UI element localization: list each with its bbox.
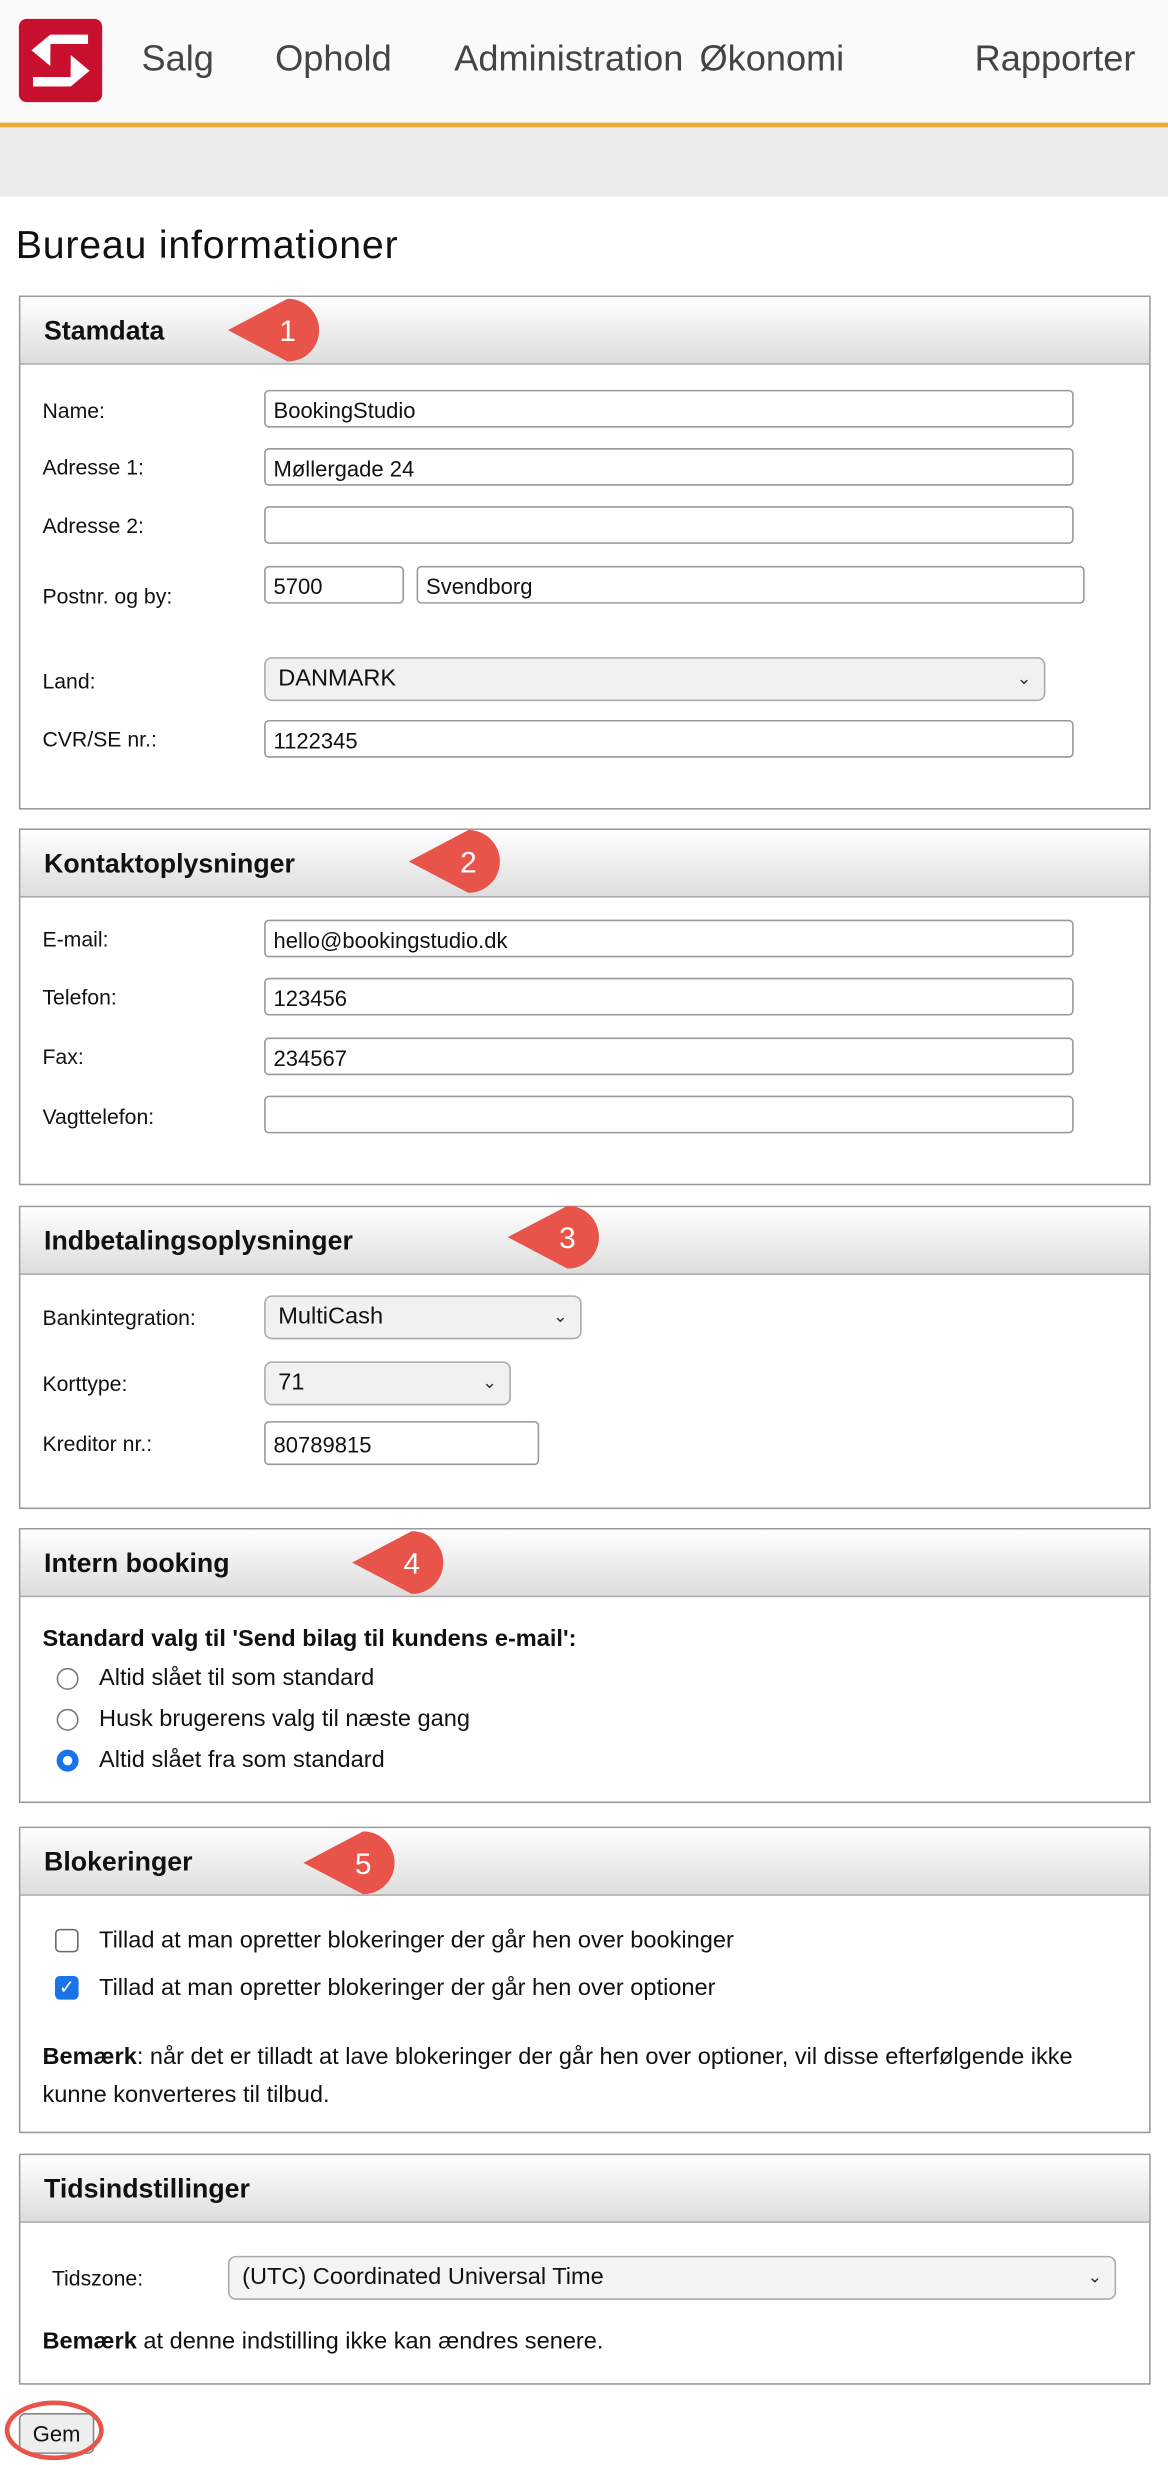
section-title: Tidsindstillinger: [44, 2174, 250, 2204]
korttype-label: Korttype:: [42, 1372, 128, 1396]
badge-number: 4: [403, 1547, 421, 1581]
adresse1-label: Adresse 1:: [42, 455, 144, 480]
chevron-down-icon: ⌄: [482, 1373, 497, 1393]
cvr-input[interactable]: 1122345: [264, 720, 1074, 758]
nav-administration[interactable]: Administration: [454, 37, 684, 79]
nav-ophold[interactable]: Ophold: [275, 37, 392, 79]
tidszone-value: (UTC) Coordinated Universal Time: [242, 2263, 604, 2291]
land-select[interactable]: [264, 657, 1045, 701]
top-nav: [0, 0, 1168, 127]
annotation-badge-2: [406, 830, 507, 893]
kreditor-label: Kreditor nr.:: [42, 1432, 153, 1456]
annotation-badge-4: [349, 1531, 450, 1594]
telefon-input[interactable]: 123456: [264, 978, 1074, 1016]
bank-value: MultiCash: [278, 1303, 384, 1330]
chevron-down-icon: ⌄: [553, 1307, 568, 1327]
sub-nav-bar: [0, 127, 1168, 196]
adresse2-input[interactable]: [264, 506, 1074, 544]
note-bold: Bemærk: [42, 2043, 137, 2071]
adresse2-label: Adresse 2:: [42, 514, 144, 538]
radio-label: Altid slået til som standard: [99, 1664, 375, 1692]
annotation-badge-3: [505, 1206, 606, 1269]
note-text: at denne indstilling ikke kan ændres senere.: [136, 2328, 604, 2355]
checkbox-label: Tillad at man opretter blokeringer der går hen over bookinger: [99, 1927, 734, 1954]
name-input[interactable]: BookingStudio: [264, 390, 1074, 428]
radio-label: Altid slået fra som standard: [99, 1746, 385, 1774]
tidszone-note: [42, 2328, 603, 2355]
note-text: : når det er tilladt at lave blokeringer der går hen over optioner, vil disse efterfølgende ikke kunne konverteres til tilbud.: [42, 2043, 1073, 2109]
bank-select[interactable]: [264, 1295, 582, 1339]
annotation-badge-1: [225, 299, 326, 362]
note-bold: Bemærk: [42, 2328, 137, 2355]
checkbox-bookinger[interactable]: [55, 1929, 79, 1953]
nav-salg[interactable]: Salg: [141, 37, 214, 79]
land-label: Land:: [42, 669, 96, 694]
fax-input[interactable]: 234567: [264, 1038, 1074, 1076]
annotation-badge-5: [300, 1831, 401, 1894]
nav-rapporter[interactable]: Rapporter: [974, 37, 1136, 79]
badge-number: 2: [460, 846, 477, 880]
fax-label: Fax:: [42, 1045, 84, 1069]
vagttelefon-input[interactable]: [264, 1096, 1074, 1134]
vagttelefon-label: Vagttelefon:: [42, 1105, 155, 1129]
radio-label: Husk brugerens valg til næste gang: [99, 1705, 470, 1733]
save-button[interactable]: Gem: [19, 2413, 94, 2454]
section-title: Intern booking: [44, 1548, 230, 1579]
tidszone-select[interactable]: [228, 2256, 1116, 2300]
cvr-label: CVR/SE nr.:: [42, 727, 157, 752]
email-input[interactable]: hello@bookingstudio.dk: [264, 920, 1074, 958]
postnr-label: Postnr. og by:: [42, 584, 173, 609]
radio-altid-til[interactable]: [57, 1668, 79, 1690]
email-label: E-mail:: [42, 927, 109, 952]
kreditor-input[interactable]: 80789815: [264, 1421, 539, 1465]
save-highlight-circle: [5, 2400, 104, 2460]
section-title: Stamdata: [44, 315, 165, 346]
korttype-value: 71: [278, 1369, 305, 1396]
tidszone-label: Tidszone:: [51, 2266, 144, 2291]
korttype-select[interactable]: [264, 1361, 511, 1405]
send-bilag-question: Standard valg til 'Send bilag til kundens e-mail':: [42, 1625, 577, 1653]
radio-altid-fra[interactable]: [57, 1750, 79, 1772]
chevron-down-icon: ⌄: [1016, 669, 1032, 689]
name-label: Name:: [42, 399, 105, 423]
radio-husk-valg[interactable]: [57, 1709, 79, 1731]
adresse1-input[interactable]: Møllergade 24: [264, 448, 1074, 486]
checkbox-optioner[interactable]: ✓: [55, 1976, 79, 2000]
blokering-note: [42, 2039, 1127, 2114]
bank-label: Bankintegration:: [42, 1306, 196, 1330]
nav-okonomi[interactable]: Økonomi: [699, 37, 845, 79]
land-value: DANMARK: [278, 664, 397, 692]
postnr-input[interactable]: 5700: [264, 566, 404, 604]
page-title: Bureau informationer: [15, 223, 399, 268]
logo[interactable]: [19, 19, 102, 102]
section-title: Kontaktoplysninger: [44, 848, 295, 879]
checkbox-label: Tillad at man opretter blokeringer der går hen over optioner: [99, 1974, 716, 2002]
chevron-down-icon: ⌄: [1087, 2268, 1102, 2288]
section-title: Indbetalingsoplysninger: [44, 1226, 353, 1257]
badge-number: 1: [279, 315, 296, 349]
city-input[interactable]: Svendborg: [417, 566, 1085, 604]
telefon-label: Telefon:: [42, 985, 117, 1010]
badge-number: 3: [559, 1222, 576, 1256]
badge-number: 5: [354, 1847, 372, 1881]
section-title: Blokeringer: [44, 1847, 193, 1877]
